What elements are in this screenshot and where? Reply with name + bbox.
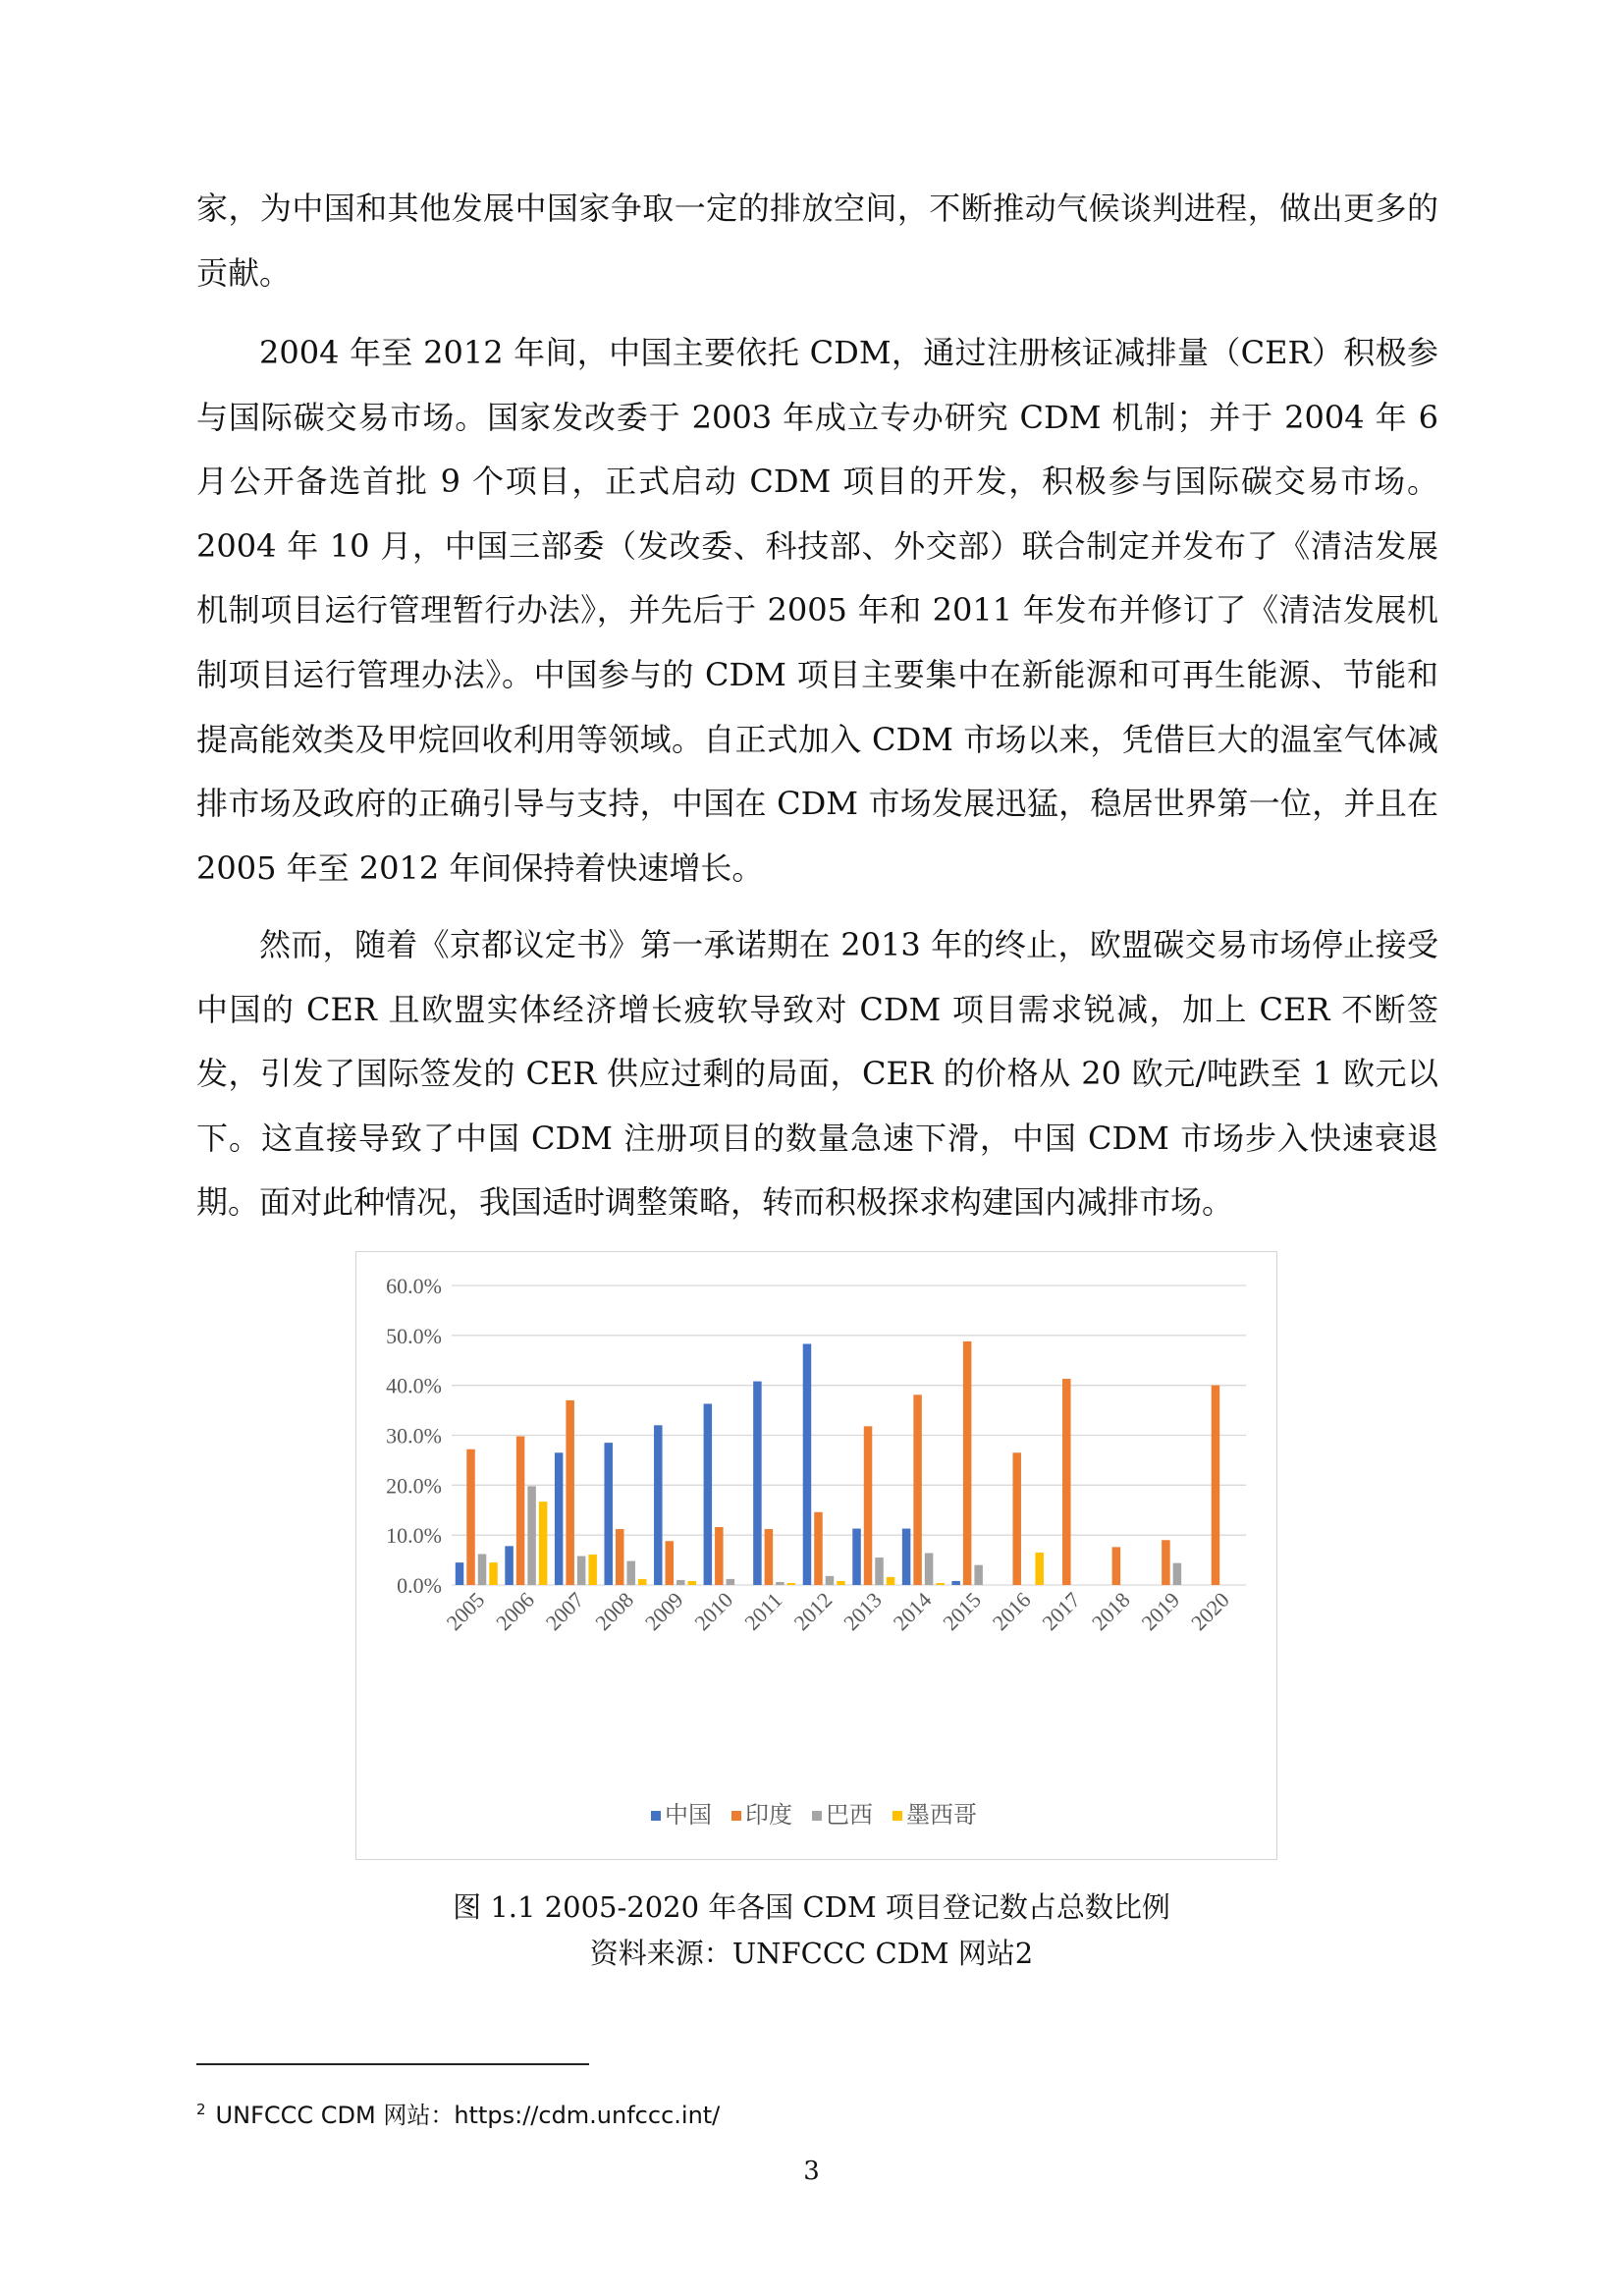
legend-swatch [893,1811,902,1821]
bar-巴西 [527,1486,536,1585]
bar-中国 [753,1382,762,1585]
bar-墨西哥 [489,1562,498,1585]
bar-中国 [604,1443,613,1585]
bar-巴西 [1173,1563,1182,1585]
bar-巴西 [776,1582,784,1585]
y-tick-label: 30.0% [386,1423,442,1449]
bar-印度 [1162,1540,1170,1585]
x-tick-label: 2014 [888,1587,937,1636]
bar-印度 [516,1437,525,1585]
bar-印度 [1212,1386,1220,1585]
bar-巴西 [676,1580,685,1585]
bar-中国 [803,1343,812,1585]
bar-印度 [864,1426,873,1585]
legend-swatch [731,1811,741,1821]
x-tick-label: 2019 [1136,1587,1185,1636]
bar-chart [355,1251,1277,1860]
bar-墨西哥 [837,1581,845,1585]
legend-swatch [651,1811,661,1821]
bar-巴西 [478,1554,487,1585]
bar-巴西 [626,1561,635,1585]
bar-中国 [852,1529,861,1585]
bar-墨西哥 [688,1581,697,1585]
bar-中国 [456,1562,464,1585]
y-tick-label: 20.0% [386,1473,442,1499]
bar-印度 [814,1512,823,1585]
x-tick-label: 2013 [839,1587,887,1636]
page-number: 3 [803,2157,820,2186]
bar-墨西哥 [1035,1553,1044,1585]
bar-巴西 [925,1553,934,1585]
x-tick-label: 2007 [540,1587,589,1636]
legend-swatch [812,1811,822,1821]
x-tick-label: 2008 [590,1587,639,1636]
y-tick-label: 0.0% [397,1573,442,1598]
bar-巴西 [875,1558,884,1585]
legend-label: 中国 [665,1803,712,1829]
y-tick-label: 50.0% [386,1323,442,1348]
x-tick-label: 2016 [987,1587,1036,1636]
bar-印度 [566,1400,574,1585]
bar-中国 [902,1529,911,1585]
footnote-text: UNFCCC CDM 网站：https://cdm.unfccc.int/ [215,2102,721,2129]
y-tick-label: 60.0% [386,1274,442,1298]
y-tick-label: 40.0% [386,1373,442,1398]
bar-巴西 [974,1565,983,1585]
bar-中国 [505,1546,514,1585]
bar-印度 [913,1394,922,1585]
x-tick-label: 2011 [739,1587,787,1635]
bar-印度 [666,1541,675,1585]
bar-印度 [715,1527,724,1585]
bar-印度 [616,1529,624,1585]
bar-中国 [704,1403,713,1585]
x-tick-label: 2006 [491,1587,539,1636]
bar-印度 [1012,1452,1021,1585]
bar-墨西哥 [936,1583,945,1585]
y-tick-label: 10.0% [386,1523,442,1549]
footnote-divider [196,2063,589,2065]
bar-墨西哥 [887,1577,895,1585]
x-tick-label: 2005 [441,1587,490,1636]
x-tick-label: 2018 [1086,1587,1135,1636]
x-tick-label: 2020 [1186,1587,1234,1636]
bar-印度 [466,1449,475,1585]
x-tick-label: 2012 [788,1587,838,1636]
bar-墨西哥 [539,1502,548,1585]
bar-印度 [963,1341,972,1585]
x-tick-label: 2017 [1037,1587,1086,1636]
chart-canvas [356,1252,1278,1861]
bar-中国 [555,1452,564,1585]
paragraph-continuation: 家，为中国和其他发展中国家争取一定的排放空间，不断推动气候谈判进程，做出更多的贡献。 [196,190,1438,292]
legend-label: 巴西 [826,1803,873,1829]
bar-巴西 [727,1579,735,1585]
bar-墨西哥 [787,1583,796,1585]
footnote-marker: 2 [196,2101,206,2118]
bar-墨西哥 [588,1555,597,1585]
x-tick-label: 2009 [639,1587,688,1636]
paragraph-cer-decline: 然而，随着《京都议定书》第一承诺期在 2013 年的终止，欧盟碳交易市场停止接受中国的 CER 且欧盟实体经济增长疲软导致对 CDM 项目需求锐减，加上 CER 不断签发，引发了国际签发的 CER 供应过剩的局面，CER 的价格从 20 欧元/吨跌至 1 欧元以下。这直接导致了中国 CDM 注册项目的数量急速下滑，中国 CDM 市场步入快速衰退期。面对此种情况，我国适时调整策略，转而积极探求构建国内减排市场。 [196,926,1438,1222]
figure-source: 资料来源：UNFCCC CDM 网站2 [589,1937,1034,1970]
bar-中国 [951,1581,960,1585]
bar-印度 [1062,1379,1071,1585]
bar-印度 [1112,1547,1121,1585]
x-tick-label: 2015 [938,1587,986,1636]
bar-墨西哥 [638,1579,647,1585]
figure-caption: 图 1.1 2005-2020 年各国 CDM 项目登记数占总数比例 [453,1890,1170,1924]
bar-巴西 [826,1576,835,1585]
legend-label: 墨西哥 [906,1803,977,1829]
legend-label: 印度 [745,1803,792,1829]
footnote [196,2096,720,2130]
x-tick-label: 2010 [689,1587,738,1636]
paragraph-cdm-history: 2004 年至 2012 年间，中国主要依托 CDM，通过注册核证减排量（CER）积极参与国际碳交易市场。国家发改委于 2003 年成立专办研究 CDM 机制；并于 2004 年 6 月公开备选首批 9 个项目，正式启动 CDM 项目的开发，积极参与国际碳交易市场。2004 年 10 月，中国三部委（发改委、科技部、外交部）联合制定并发布了《清洁发展机制项目运行管理暂行办法》，并先后于 2005 年和 2011 年发布并修订了《清洁发展机制项目运行管理办法》。中国参与的 CDM 项目主要集中在新能源和可再生能源、节能和提高能效类及甲烷回收利用等领域。自正式加入 CDM 市场以来，凭借巨大的温室气体减排市场及政府的正确引导与支持，中国在 CDM 市场发展迅猛，稳居世界第一位，并且在 2005 年至 2012 年间保持着快速增长。 [196,334,1438,887]
bar-巴西 [577,1557,586,1585]
bar-印度 [765,1529,774,1585]
bar-中国 [654,1425,663,1585]
